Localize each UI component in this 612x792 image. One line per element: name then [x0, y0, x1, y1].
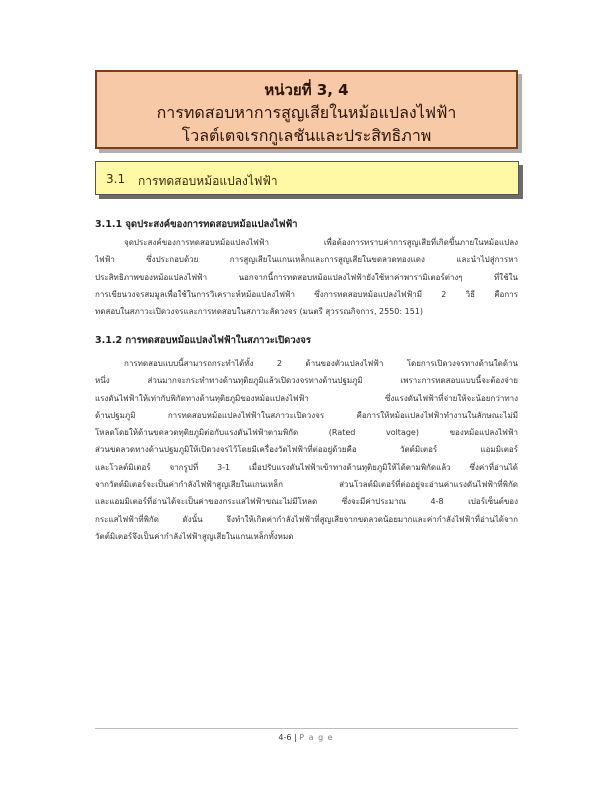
paragraph-line: โหลดโดยให้ด้านขดลวดทุติยภูมิต่อกับแรงดันไฟฟ้าตามพิกัด (Rated voltage) ของหม้อแปลงไฟฟ้า	[95, 428, 518, 438]
paragraph-line: แรงดันไฟฟ้าให้เท่ากับพิกัดทางด้านทุติยภูมิของหม้อแปลงไฟฟ้า ซึ่งแรงดันไฟฟ้าที่จ่ายให้จะน้อยกว่าทาง	[95, 393, 518, 403]
paragraph-line: และแอมมิเตอร์ที่อ่านได้จะเป็นค่าของกระแสไฟฟ้าขณะไม่มีโหลด ซึ่งจะมีค่าประมาณ 4-8 เปอร์เซ็นต์ของ	[95, 497, 518, 507]
paragraph-line: จากวัตต์มิเตอร์จะเป็นค่ากำลังไฟฟ้าสูญเสียในแกนเหล็ก ส่วนโวลต์มิเตอร์ที่ต่ออยู่จะอ่านค่าแรงดันไฟฟ้าที่พิกัด	[95, 480, 518, 490]
paragraph-line: หนึ่ง ส่วนมากจะกระทำทางด้านทุติยภูมิแล้วเปิดวงจรทางด้านปฐมภูมิ เพราะการทดสอบแบบนี้จะต้องจ่าย	[95, 376, 518, 386]
footer-separator: |	[294, 733, 297, 742]
section-title: การทดสอบหม้อแปลงไฟฟ้า	[138, 174, 278, 188]
paragraph-line: การทดสอบแบบนี้สามารถกระทำได้ทั้ง 2 ด้านของตัวแปลงไฟฟ้า โดยการเปิดวงจรทางด้านใดด้าน	[124, 359, 518, 368]
chapter-number: หน่วยที่ 3, 4	[264, 81, 349, 99]
page-label: P a g e	[299, 733, 334, 742]
subsection-heading-objective: 3.1.1 จุดประสงค์ของการทดสอบหม้อแปลงไฟฟ้า	[95, 219, 298, 230]
chapter-title-box	[95, 70, 518, 149]
page-number: 4-6	[278, 733, 292, 742]
paragraph-line: จุดประสงค์ของการทดสอบหม้อแปลงไฟฟ้า เพื่อต้องการทราบค่าการสูญเสียที่เกิดขึ้นภายในหม้อแปลง	[124, 238, 518, 247]
paragraph-line: กระแสไฟฟ้าที่พิกัด ดังนั้น จึงทำให้เกิดค่ากำลังไฟฟ้าที่สูญเสียจากขดลวดน้อยมากและค่ากำลังไฟฟ้าที่อ่านได้จาก	[95, 514, 518, 524]
paragraph-line: และโวลต์มิเตอร์ จากรูปที่ 3-1 เมื่อปรับแรงดันไฟฟ้าเข้าทางด้านทุติยภูมิให้ได้ตามพิกัดแล้ว ซึ่งค่าที่อ่านได้	[95, 462, 518, 472]
paragraph-line: วัตต์มิเตอร์จึงเป็นค่ากำลังไฟฟ้าสูญเสียในแกนเหล็กทั้งหมด	[95, 531, 294, 541]
paragraph-line: ทดสอบในสภาวะเปิดวงจรและการทดสอบในสภาวะลัดวงจร (มนตรี สุวรรณกิจการ, 2550: 151)	[95, 307, 424, 317]
paragraph-line: ประสิทธิภาพของหม้อแปลงไฟฟ้า นอกจากนี้การทดสอบหม้อแปลงไฟฟ้ายังใช้หาค่าพารามิเตอร์ต่างๆ ที่ใช้ใน	[95, 272, 518, 282]
subsection-heading-open-circuit: 3.1.2 การทดสอบหม้อแปลงไฟฟ้าในสภาวะเปิดวงจร	[95, 335, 311, 346]
footer-divider	[95, 728, 518, 729]
section-number: 3.1	[106, 172, 126, 186]
paragraph-line: การเขียนวงจรสมมูลเพื่อใช้ในการวิเคราะห์หม้อแปลงไฟฟ้า ซึ่งการทดสอบหม้อแปลงไฟฟ้ามี 2 วิธี คือการ	[95, 289, 518, 299]
paragraph-line: ไฟฟ้า ซึ่งประกอบด้วย การสูญเสียในแกนเหล็กและการสูญเสียในขดลวดทองแดง และนำไปสู่การหา	[95, 255, 518, 265]
paragraph-open-circuit	[95, 355, 518, 545]
page-footer	[0, 733, 612, 742]
chapter-subtitle-line: โวลต์เตจเรกกูเลชันและประสิทธิภาพ	[181, 126, 432, 145]
paragraph-line: ส่วนขดลวดทางด้านปฐมภูมิให้เปิดวงจรไว้โดยมีเครื่องวัดไฟฟ้าที่ต่ออยู่ด้วยคือ วัตต์มิเตอร์ แอมมิเตอร์	[95, 445, 518, 455]
section-header-box	[95, 161, 519, 195]
paragraph-objective	[95, 234, 518, 320]
paragraph-line: ด้านปฐมภูมิ การทดสอบหม้อแปลงไฟฟ้าในสภาวะเปิดวงจร คือการให้หม้อแปลงไฟฟ้าทำงานในลักษณะไม่มี	[95, 410, 518, 420]
chapter-title-line: การทดสอบหาการสูญเสียในหม้อแปลงไฟฟ้า	[156, 103, 457, 122]
